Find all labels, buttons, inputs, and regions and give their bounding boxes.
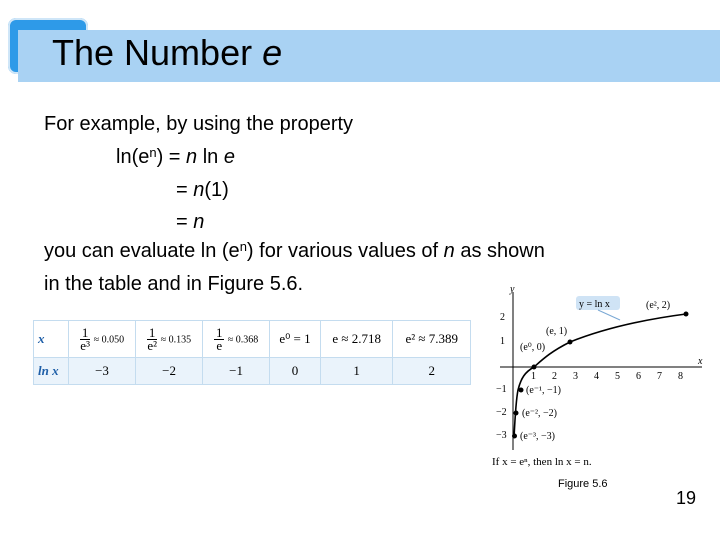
point-e [568, 340, 573, 345]
x-tick-label: 6 [636, 371, 641, 382]
slide-title: The Number e [52, 32, 283, 73]
curve-label: y = ln x [579, 299, 610, 310]
body-line-1: For example, by using the property [44, 113, 354, 135]
figure-note: If x = eⁿ, then ln x = n. [492, 456, 592, 468]
values-table [33, 320, 471, 385]
point-label: (e⁻³, −3) [520, 431, 556, 442]
table-cell: $\frac{1}{e}$ ≈ 0.368 [203, 321, 270, 358]
x-axis-label: x [698, 356, 703, 367]
y-tick-label: −1 [496, 384, 507, 395]
point-e-1 [519, 388, 524, 393]
point-label: (e⁻¹, −1) [526, 385, 562, 396]
body-line-3: = n(1) [176, 179, 229, 201]
x-tick-label: 3 [573, 371, 578, 382]
x-tick-label: 5 [615, 371, 620, 382]
table-row-lnx [34, 358, 471, 385]
table-cell: 2 [393, 358, 471, 385]
point-e0 [532, 365, 537, 370]
point-e-2 [514, 411, 519, 416]
table-cell: −2 [136, 358, 203, 385]
body-line-4: = n [176, 211, 205, 233]
y-ticks [496, 312, 507, 441]
table-header-lnx: ln x [34, 358, 69, 385]
point-label: (e⁻², −2) [522, 408, 558, 419]
table-cell: $\frac{1}{\text{e²}}$ ≈ 0.135 [136, 321, 203, 358]
y-axis-label: y [510, 284, 515, 295]
x-ticks [531, 371, 683, 382]
ln-graph [480, 280, 710, 460]
x-tick-label: 8 [678, 371, 683, 382]
curve-label-pointer [598, 310, 620, 320]
y-tick-label: −3 [496, 430, 507, 441]
point-label: (e⁰, 0) [520, 342, 546, 353]
point-e-3 [512, 434, 517, 439]
body-line-6: in the table and in Figure 5.6. [44, 273, 304, 295]
table-cell: 1 [320, 358, 393, 385]
point-label: (e², 2) [646, 300, 671, 311]
body-line-5: you can evaluate $\ln (e^n)$ for various values of n as shown [44, 239, 545, 262]
y-tick-label: 2 [500, 312, 505, 323]
table-cell: $\frac{1}{\text{e³}}$ ≈ 0.050 [69, 321, 136, 358]
table-cell: 0 [270, 358, 321, 385]
table-row-x [34, 321, 471, 358]
table-cell: −3 [69, 358, 136, 385]
page-number: 19 [676, 488, 697, 508]
x-tick-label: 7 [657, 371, 662, 382]
table-cell: e⁰ = 1 [270, 321, 321, 358]
body-line-2: $\ln(e^n) = n$ ln e [116, 145, 235, 168]
x-tick-label: 2 [552, 371, 557, 382]
table-cell: e ≈ 2.718 [320, 321, 393, 358]
y-tick-label: 1 [500, 336, 505, 347]
x-tick-label: 4 [594, 371, 599, 382]
figure-caption: Figure 5.6 [558, 478, 608, 490]
point-e2 [684, 312, 689, 317]
table-cell: e² ≈ 7.389 [393, 321, 471, 358]
x-tick-label: 1 [531, 371, 536, 382]
y-tick-label: −2 [496, 407, 507, 418]
point-label: (e, 1) [546, 326, 568, 337]
table-header-x: x [34, 321, 69, 358]
table-cell: −1 [203, 358, 270, 385]
